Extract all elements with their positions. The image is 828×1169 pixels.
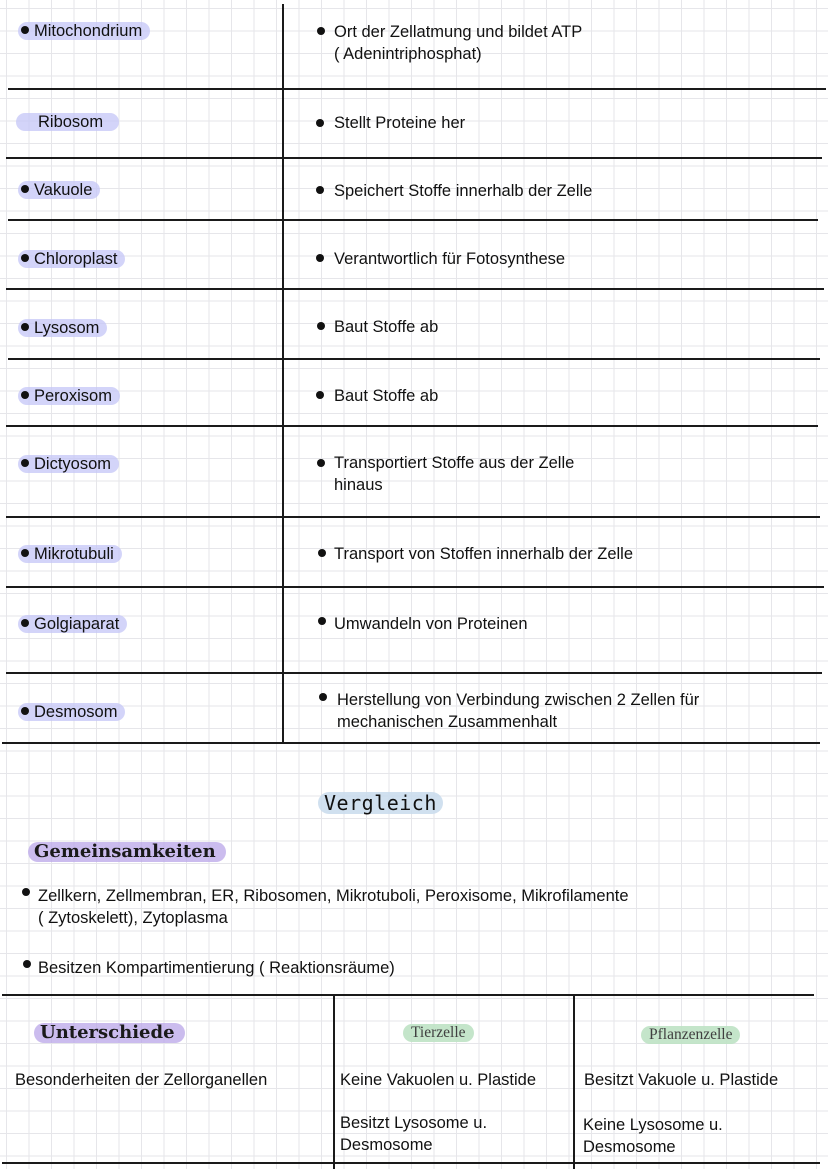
bullet-icon <box>317 322 325 330</box>
table-row-line <box>8 88 826 90</box>
column-header-plant: Pflanzenzelle <box>641 1026 740 1044</box>
table-row-line <box>6 288 824 290</box>
bullet-icon <box>22 888 30 896</box>
organelle-function: Transportiert Stoffe aus der Zelle hinaus <box>334 454 575 494</box>
bullet-icon <box>318 549 326 557</box>
animal-cell: Keine Vakuolen u. Plastide <box>340 1071 536 1089</box>
bullet-icon <box>317 27 325 35</box>
bullet-icon <box>21 707 29 715</box>
organelle-name: Golgiaparat <box>18 615 127 634</box>
bullet-icon <box>21 391 29 399</box>
table-row-line <box>8 219 818 221</box>
bullet-icon <box>319 693 327 701</box>
organelle-function: Transport von Stoffen innerhalb der Zelle <box>334 545 634 563</box>
organelle-function: Verantwortlich für Fotosynthese <box>334 250 566 268</box>
organelle-name: Mitochondrium <box>18 22 150 41</box>
organelle-name: Lysosom <box>18 319 107 338</box>
common-item: Zellkern, Zellmembran, ER, Ribosomen, Mikrotuboli, Peroxisome, Mikrofilamente ( Zytoskelett), Zytoplasma <box>38 887 629 927</box>
table-divider-vertical <box>573 994 575 1169</box>
plant-cell: Keine Lysosome u. Desmosome <box>583 1116 723 1156</box>
organelle-function: Herstellung von Verbindung zwischen 2 Zellen für mechanischen Zusammenhalt <box>337 691 700 731</box>
column-header-animal: Tierzelle <box>403 1024 474 1042</box>
bullet-icon <box>21 549 29 557</box>
table-row-line <box>6 157 822 159</box>
table-row-line <box>6 516 820 518</box>
bullet-icon <box>316 119 324 127</box>
bullet-icon <box>21 459 29 467</box>
table-row-line <box>2 994 814 996</box>
organelle-name: Chloroplast <box>18 250 125 269</box>
table-row-line <box>8 358 820 360</box>
common-heading: Gemeinsamkeiten <box>28 841 226 862</box>
organelle-function: Stellt Proteine her <box>334 114 466 132</box>
bullet-icon <box>21 26 29 34</box>
bullet-icon <box>318 617 326 625</box>
organelle-name: Ribosom <box>16 113 119 132</box>
table-row-line <box>2 742 820 744</box>
organelle-name: Mikrotubuli <box>18 545 122 564</box>
table-row-line <box>6 586 824 588</box>
bullet-icon <box>21 185 29 193</box>
table-divider-vertical <box>333 994 335 1169</box>
organelle-name: Peroxisom <box>18 387 120 406</box>
row-label: Besonderheiten der Zellorganellen <box>15 1071 268 1089</box>
bullet-icon <box>21 323 29 331</box>
differences-heading: Unterschiede <box>34 1022 185 1043</box>
table-row-line <box>2 1162 820 1164</box>
table-row-line <box>6 425 818 427</box>
organelle-function: Umwandeln von Proteinen <box>334 615 528 633</box>
bullet-icon <box>21 254 29 262</box>
organelle-name: Dictyosom <box>18 455 119 474</box>
bullet-icon <box>317 459 325 467</box>
table-row-line <box>6 672 822 674</box>
bullet-icon <box>316 254 324 262</box>
bullet-icon <box>316 186 324 194</box>
organelle-function: Baut Stoffe ab <box>334 318 439 336</box>
animal-cell: Besitzt Lysosome u. Desmosome <box>340 1114 488 1154</box>
bullet-icon <box>316 391 324 399</box>
bullet-icon <box>23 960 31 968</box>
common-item: Besitzen Kompartimentierung ( Reaktionsräume) <box>38 959 395 977</box>
organelle-function: Ort der Zellatmung und bildet ATP ( Adenintriphosphat) <box>334 23 583 63</box>
plant-cell: Besitzt Vakuole u. Plastide <box>584 1071 779 1089</box>
bullet-icon <box>21 619 29 627</box>
section-title: Vergleich <box>318 791 443 815</box>
table-divider-vertical <box>282 4 284 744</box>
organelle-name: Vakuole <box>18 181 100 200</box>
organelle-name: Desmosom <box>18 703 125 722</box>
organelle-function: Baut Stoffe ab <box>334 387 439 405</box>
organelle-function: Speichert Stoffe innerhalb der Zelle <box>334 182 593 200</box>
